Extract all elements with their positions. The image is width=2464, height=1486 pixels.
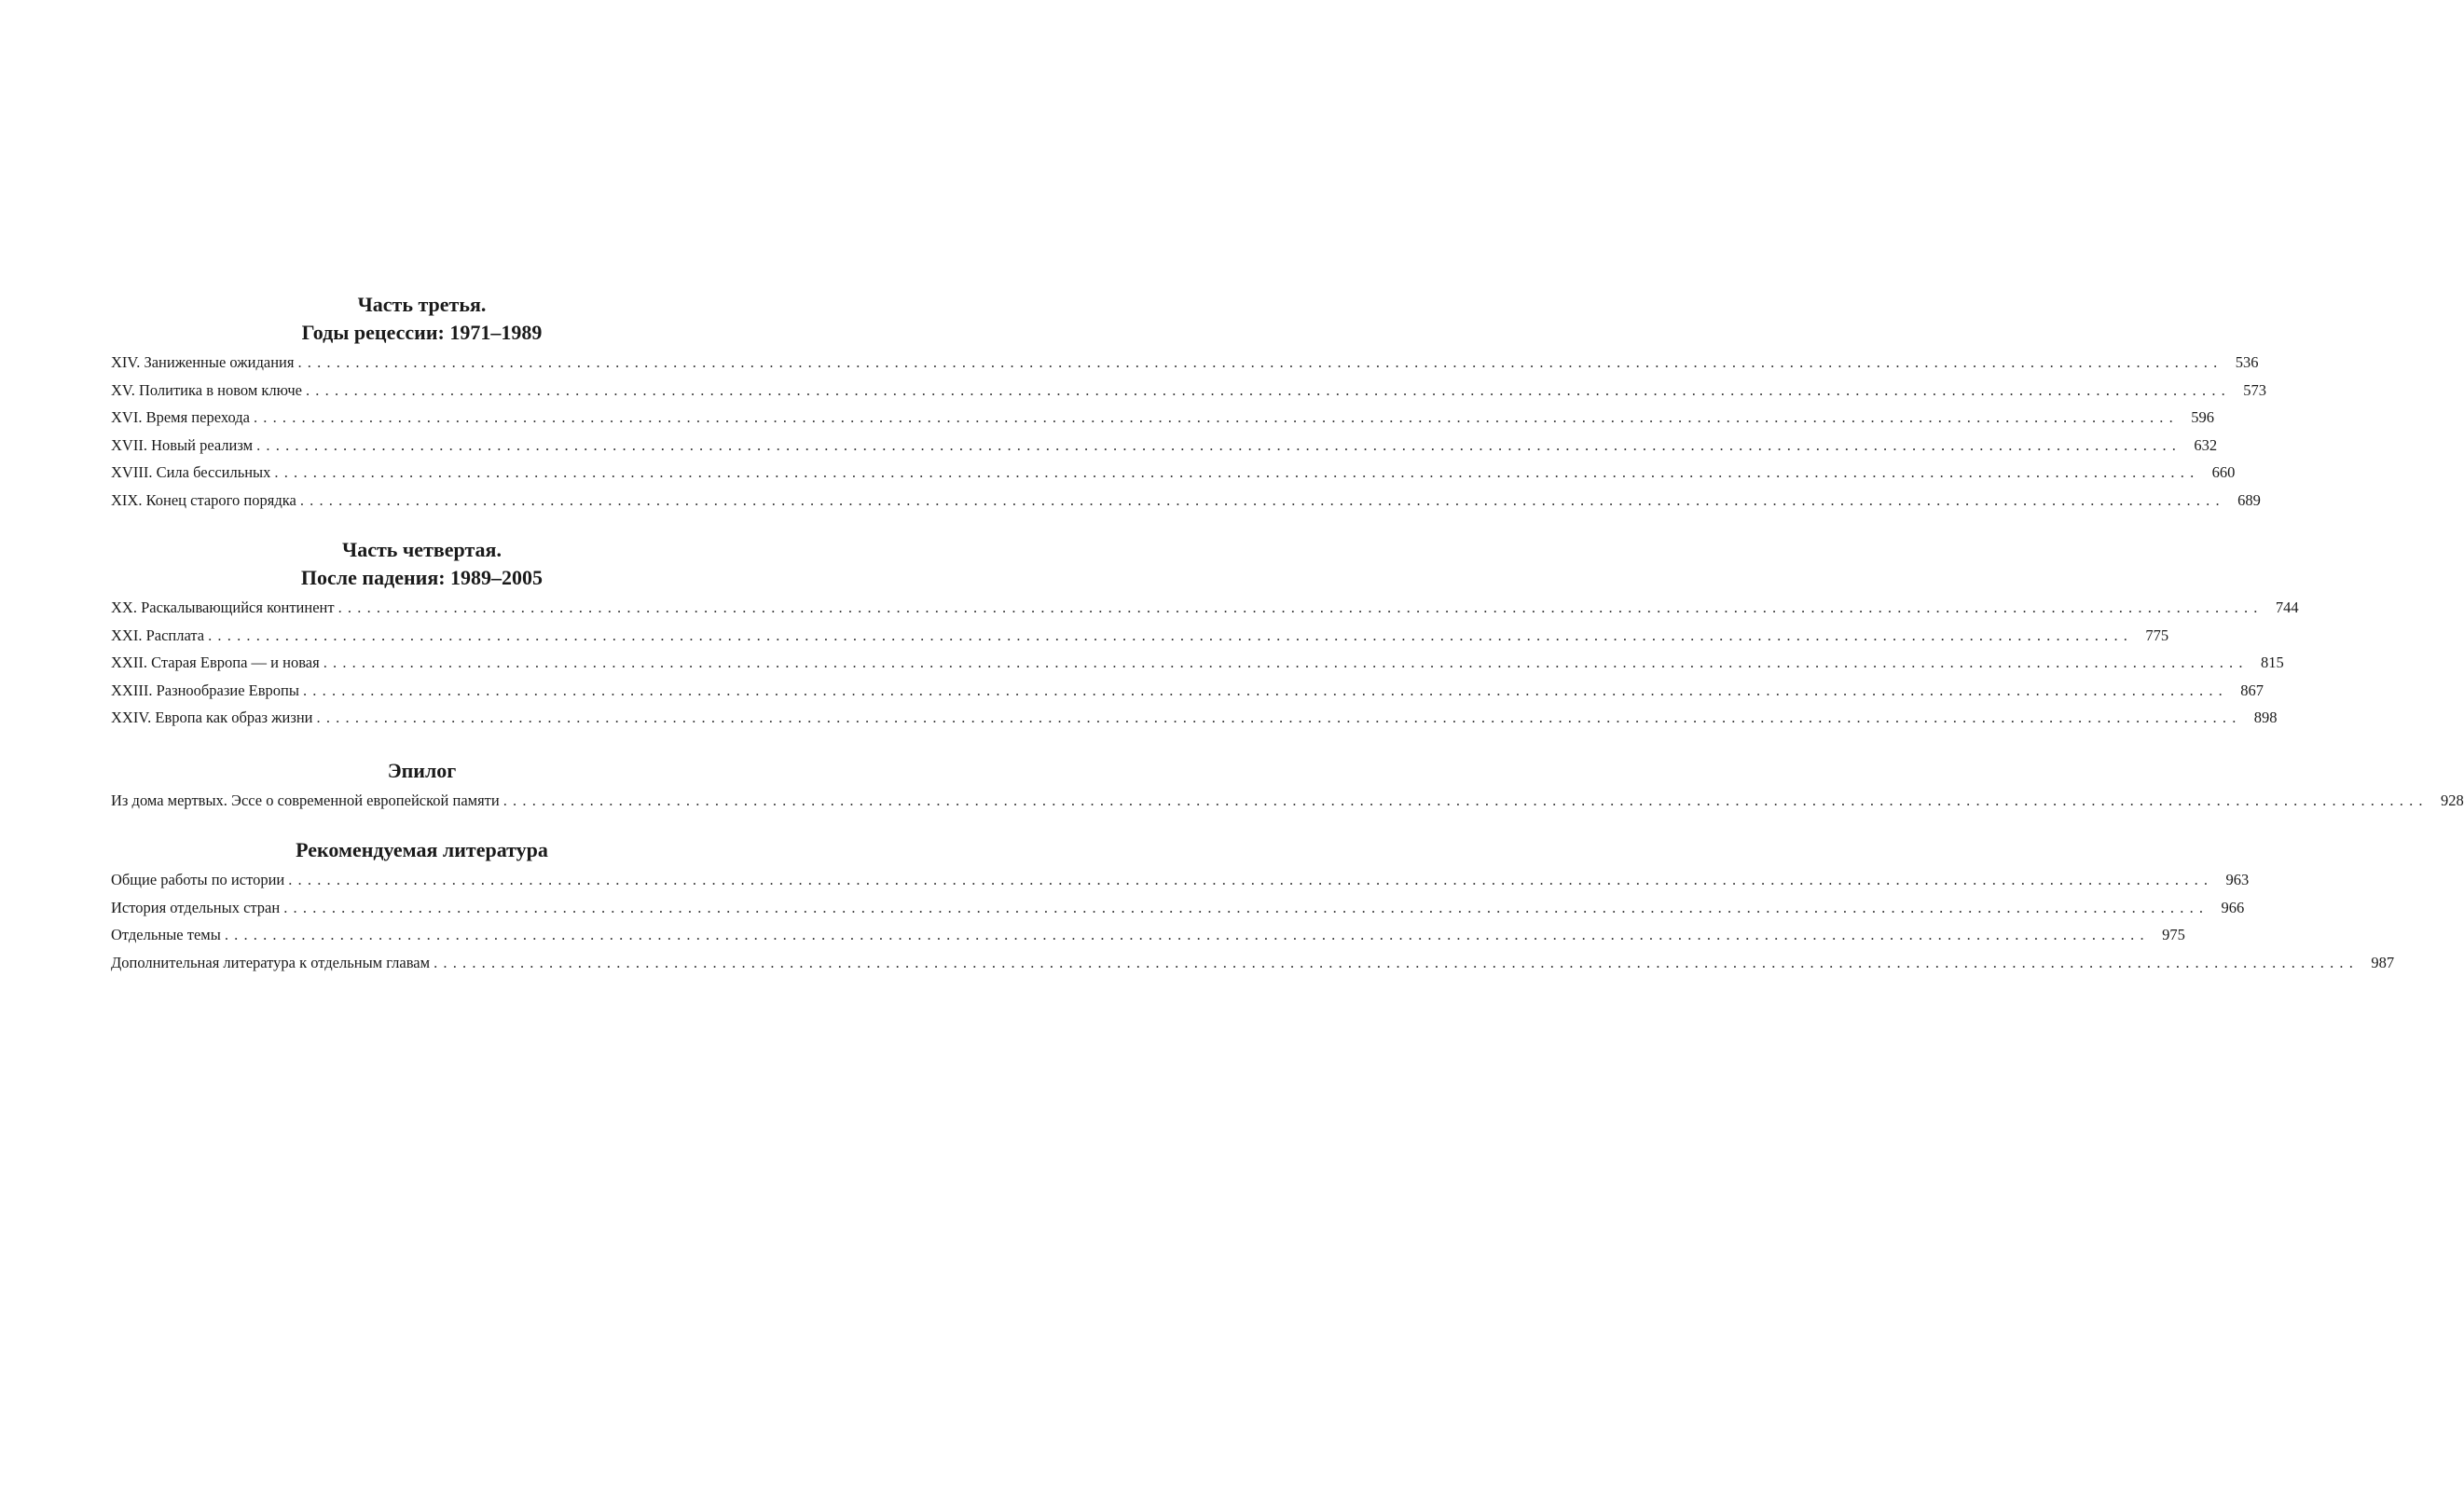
toc-entry-page: 689: [2237, 490, 2261, 509]
dot-leader: ........................................................................................................................................................................................................: [274, 463, 2200, 481]
dot-leader: ........................................................................................................................................................................................................: [323, 654, 2249, 671]
toc-entry-title: Общие работы по истории: [111, 871, 285, 888]
toc-entry-title: XVIII. Сила бессильных: [111, 463, 271, 481]
toc-entry[interactable]: [111, 404, 2214, 432]
toc-entry[interactable]: [111, 787, 2464, 815]
dot-leader: ........................................................................................................................................................................................................: [256, 435, 2182, 454]
toc-entry-title: Отдельные темы: [111, 926, 221, 943]
section-title: [111, 836, 733, 864]
toc-entry-page: 536: [2235, 353, 2259, 371]
section-title-line: Рекомендуемая литература: [296, 838, 548, 861]
toc-entry-page: 898: [2253, 709, 2278, 726]
toc-entry-title: XXI. Расплата: [111, 626, 205, 644]
dot-leader: ........................................................................................................................................................................................................: [299, 490, 2225, 509]
toc-section-recommended-reading: [111, 836, 2395, 976]
dot-leader: ........................................................................................................................................................................................................: [316, 709, 2242, 726]
section-title-line: Эпилог: [387, 758, 457, 782]
section-title-line: Годы рецессии: 1971–1989: [301, 321, 543, 344]
toc-entry-page: 963: [2225, 871, 2250, 888]
toc-entry-page: 775: [2145, 626, 2169, 644]
dot-leader: ........................................................................................................................................................................................................: [253, 408, 2179, 426]
dot-leader: ........................................................................................................................................................................................................: [337, 599, 2264, 616]
toc-entry[interactable]: [111, 377, 2266, 405]
toc-entry-page: 975: [2162, 926, 2185, 943]
toc-entry[interactable]: [111, 704, 2278, 732]
toc-entry-page: 596: [2191, 408, 2214, 426]
toc-entry[interactable]: [111, 866, 2250, 894]
toc-section-part-three: [111, 291, 2266, 514]
toc-entry-page: 632: [2194, 435, 2218, 454]
toc-entry[interactable]: [111, 677, 2264, 705]
toc-entry[interactable]: [111, 622, 2169, 650]
table-of-contents: [111, 291, 2464, 976]
toc-entry[interactable]: [111, 921, 2185, 949]
dot-leader: ........................................................................................................................................................................................................: [302, 681, 2228, 699]
toc-entry-page: 573: [2243, 380, 2266, 399]
toc-entry-page: 987: [2371, 953, 2395, 971]
toc-entry[interactable]: [111, 949, 2395, 977]
toc-entry-page: 867: [2240, 681, 2264, 699]
toc-entry[interactable]: [111, 432, 2218, 460]
dot-leader: ........................................................................................................................................................................................................: [224, 926, 2150, 943]
toc-entry-title: XVII. Новый реализм: [111, 435, 254, 454]
dot-leader: ........................................................................................................................................................................................................: [305, 380, 2231, 399]
toc-entry[interactable]: [111, 649, 2284, 677]
toc-entry-title: XXII. Старая Европа — и новая: [111, 654, 320, 671]
dot-leader: ........................................................................................................................................................................................................: [208, 626, 2134, 644]
dot-leader: ........................................................................................................................................................................................................: [434, 953, 2360, 971]
toc-entry[interactable]: [111, 459, 2236, 487]
toc-entry-page: 660: [2211, 463, 2236, 481]
section-title-line: После падения: 1989–2005: [300, 566, 544, 589]
toc-entry-title: XX. Раскалывающийся континент: [111, 599, 335, 616]
toc-entry-title: XXIV. Европа как образ жизни: [111, 709, 313, 726]
section-title-line: Часть третья.: [357, 293, 487, 316]
toc-entry[interactable]: [111, 349, 2259, 377]
toc-section-part-four: [111, 536, 2299, 732]
toc-entry-title: XVI. Время перехода: [111, 408, 250, 426]
toc-entry-title: История отдельных стран: [111, 898, 281, 916]
toc-entry[interactable]: [111, 594, 2299, 622]
toc-entry-page: 744: [2275, 599, 2299, 616]
toc-entry[interactable]: [111, 894, 2245, 922]
toc-entry-page: 966: [2221, 898, 2245, 916]
toc-entry-title: XXIII. Разнообразие Европы: [111, 681, 299, 699]
toc-section-epilogue: [111, 757, 2464, 815]
section-title-line: Часть четвертая.: [342, 538, 502, 561]
toc-entry-title: Дополнительная литература к отдельным главам: [111, 953, 431, 971]
section-title: [111, 536, 733, 592]
toc-entry-title: XIX. Конец старого порядка: [111, 490, 296, 509]
toc-entry-title: Из дома мертвых. Эссе о современной европейской памяти: [111, 791, 500, 809]
toc-entry[interactable]: [111, 487, 2261, 515]
section-title: [111, 291, 733, 347]
toc-entry-page: 928: [2440, 791, 2464, 809]
toc-entry-title: XV. Политика в новом ключе: [111, 380, 302, 399]
dot-leader: ........................................................................................................................................................................................................: [502, 791, 2429, 809]
section-title: [111, 757, 733, 785]
dot-leader: ........................................................................................................................................................................................................: [283, 898, 2209, 916]
toc-entry-page: 815: [2260, 654, 2284, 671]
toc-entry-title: XIV. Заниженные ожидания: [111, 353, 295, 371]
dot-leader: ........................................................................................................................................................................................................: [288, 871, 2214, 888]
dot-leader: ........................................................................................................................................................................................................: [297, 353, 2223, 371]
